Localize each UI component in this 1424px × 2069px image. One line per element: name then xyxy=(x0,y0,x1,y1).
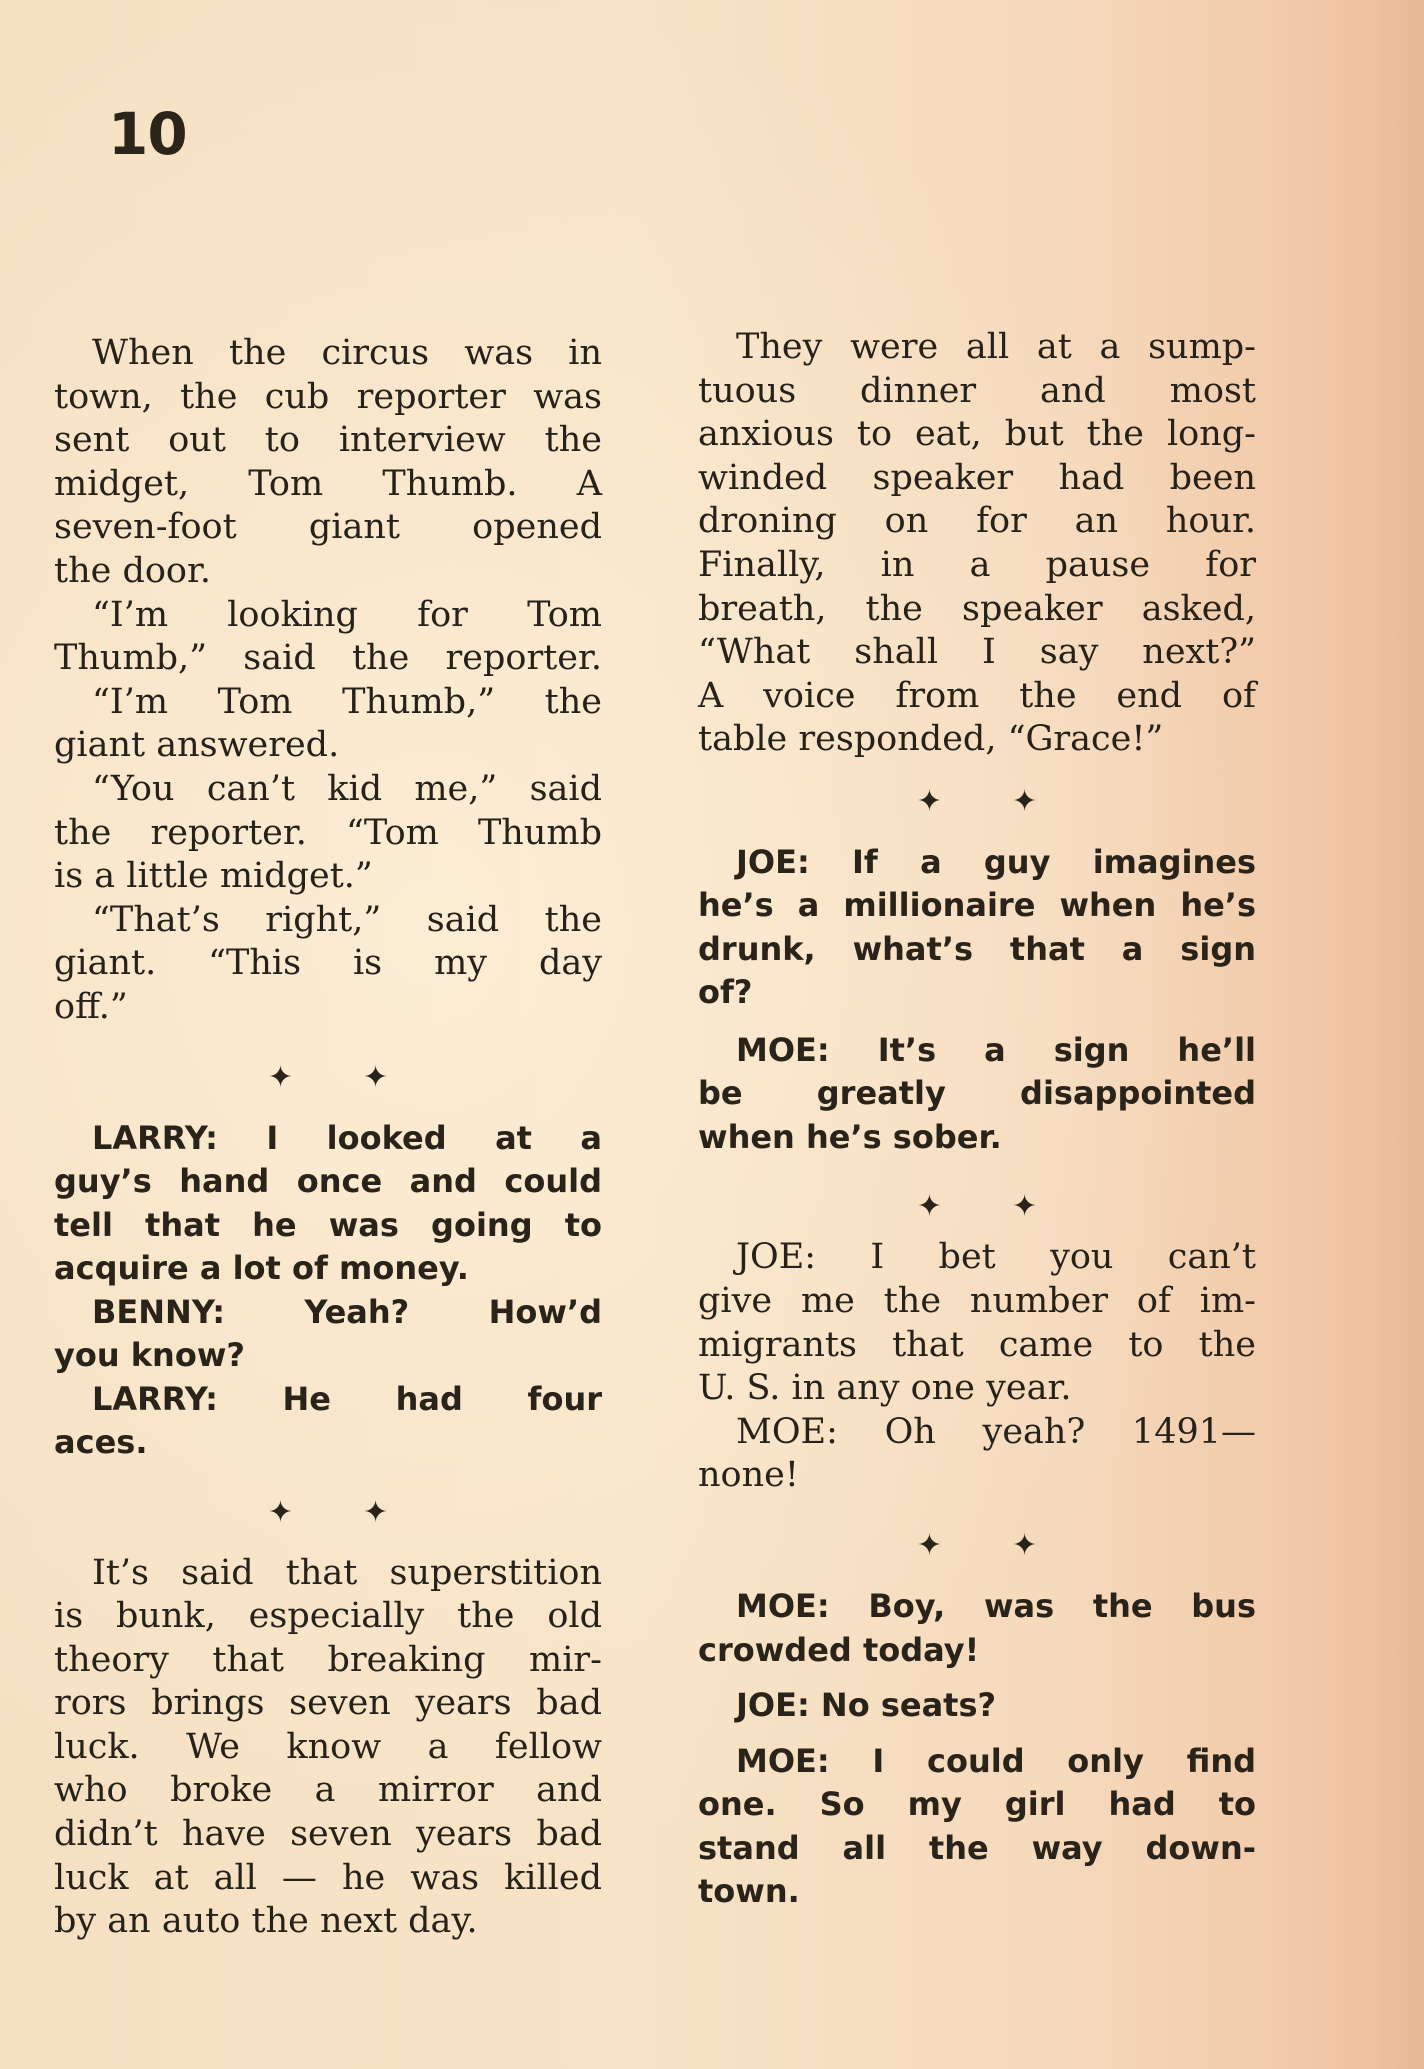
separator xyxy=(54,1491,602,1534)
joke-superstition xyxy=(54,1552,602,1944)
separator xyxy=(54,1056,602,1099)
text-line: winded speaker had been xyxy=(698,457,1256,498)
joke-millionaire xyxy=(698,841,1256,1160)
star-ornament-icon: ✦ xyxy=(363,1494,389,1530)
text-line: when he’s sober. xyxy=(698,1117,1002,1156)
spacer xyxy=(698,1015,1256,1029)
text-line: seven-foot giant opened xyxy=(54,507,602,548)
text-line: town, the cub reporter was xyxy=(54,376,602,417)
text-line: he’s a millionaire when he’s xyxy=(698,886,1256,925)
text-line: MOE: Oh yeah? 1491— xyxy=(736,1411,1256,1452)
text-line: the reporter. “Tom Thumb xyxy=(54,812,602,853)
text-line: LARRY: I looked at a xyxy=(92,1118,602,1157)
left-column xyxy=(54,332,602,1944)
spacer xyxy=(54,1465,602,1491)
text-line: Thumb,” said the reporter. xyxy=(54,638,602,679)
right-column xyxy=(698,326,1256,1914)
separator xyxy=(698,1185,1256,1228)
text-line: who broke a mirror and xyxy=(54,1770,602,1811)
text-line: one. So my girl had to xyxy=(698,1785,1256,1823)
text-line: tell that he was going to xyxy=(54,1205,602,1244)
text-line: breath, the speaker asked, xyxy=(698,588,1256,629)
text-line: you know? xyxy=(54,1336,245,1374)
spacer xyxy=(54,1534,602,1552)
text-line: give me the number of im- xyxy=(698,1281,1256,1322)
text-line: tuous dinner and most xyxy=(698,370,1256,411)
spacer xyxy=(698,1672,1256,1684)
spacer xyxy=(698,823,1256,841)
text-line: crowded today! xyxy=(698,1630,980,1669)
text-line: “You can’t kid me,” said xyxy=(92,768,602,809)
text-line: When the circus was in xyxy=(92,333,602,373)
text-line: JOE: No seats? xyxy=(736,1686,997,1724)
joke-immigrants xyxy=(698,1236,1256,1498)
spacer xyxy=(698,1567,1256,1585)
text-line: BENNY: Yeah? How’d xyxy=(92,1292,602,1331)
spacer xyxy=(698,1498,1256,1524)
text-line: droning on for an hour. xyxy=(698,501,1256,542)
text-line: giant. “This is my day xyxy=(54,943,602,984)
text-line: theory that breaking mir- xyxy=(54,1639,602,1680)
text-line: “I’m looking for Tom xyxy=(92,594,602,635)
star-ornament-icon: ✦ xyxy=(1012,783,1038,819)
text-line: “What shall I say next?” xyxy=(698,632,1256,673)
text-line: is bunk, especially the old xyxy=(54,1596,602,1637)
text-line: It’s said that superstition xyxy=(92,1552,602,1593)
text-line: by an auto the next day. xyxy=(54,1901,478,1942)
text-line: JOE: I bet you can’t xyxy=(736,1237,1256,1278)
text-line: Finally, in a pause for xyxy=(698,544,1256,585)
joke-circus xyxy=(54,332,602,1030)
text-line: MOE: It’s a sign he’ll xyxy=(736,1030,1256,1069)
text-line: anxious to eat, but the long- xyxy=(698,414,1256,455)
spacer xyxy=(698,1728,1256,1740)
text-line: luck at all — he was killed xyxy=(54,1857,602,1898)
joke-dinner xyxy=(698,326,1256,762)
text-line: the door. xyxy=(54,550,212,591)
text-line: midget, Tom Thumb. A xyxy=(54,463,602,504)
separator xyxy=(698,1524,1256,1567)
text-line: none! xyxy=(698,1455,799,1496)
text-line: “I’m Tom Thumb,” the xyxy=(92,681,602,722)
text-line: “That’s right,” said the xyxy=(92,899,602,940)
star-ornament-icon: ✦ xyxy=(1012,1528,1038,1563)
text-line: migrants that came to the xyxy=(698,1324,1256,1365)
text-line: aces. xyxy=(54,1423,148,1461)
star-ornament-icon: ✦ xyxy=(267,1494,293,1530)
text-line: A voice from the end of xyxy=(698,675,1256,716)
page-number: 10 xyxy=(108,100,187,168)
spacer xyxy=(54,1030,602,1056)
text-line: U. S. in any one year. xyxy=(698,1368,1072,1409)
separator xyxy=(698,780,1256,823)
text-line: luck. We know a fellow xyxy=(54,1726,602,1767)
text-line: JOE: If a guy imagines xyxy=(736,842,1256,881)
joke-larry-benny xyxy=(54,1117,602,1465)
text-line: drunk, what’s that a sign xyxy=(698,929,1256,968)
star-ornament-icon: ✦ xyxy=(916,783,942,819)
star-ornament-icon: ✦ xyxy=(916,1528,942,1563)
text-line: is a little midget.” xyxy=(54,856,373,897)
text-line: off.” xyxy=(54,986,128,1027)
text-line: MOE: Boy, was the bus xyxy=(736,1587,1256,1625)
text-line: of? xyxy=(698,973,753,1012)
spacer xyxy=(698,1159,1256,1185)
text-line: rors brings seven years bad xyxy=(54,1683,602,1724)
text-line: town. xyxy=(698,1872,800,1910)
star-ornament-icon: ✦ xyxy=(1012,1189,1038,1225)
star-ornament-icon: ✦ xyxy=(363,1059,389,1095)
text-line: MOE: I could only find xyxy=(736,1741,1256,1780)
star-ornament-icon: ✦ xyxy=(916,1189,942,1225)
star-ornament-icon: ✦ xyxy=(267,1059,293,1095)
spacer xyxy=(698,1228,1256,1236)
text-line: They were all at a sump- xyxy=(736,327,1256,367)
spacer xyxy=(698,762,1256,780)
text-line: didn’t have seven years bad xyxy=(54,1814,602,1855)
text-line: stand all the way down- xyxy=(698,1828,1256,1867)
text-line: guy’s hand once and could xyxy=(54,1162,602,1200)
spacer xyxy=(54,1099,602,1117)
text-line: sent out to interview the xyxy=(54,420,602,461)
joke-bus xyxy=(698,1585,1256,1914)
text-line: acquire a lot of money. xyxy=(54,1249,469,1287)
text-line: table responded, “Grace!” xyxy=(698,719,1164,760)
text-line: giant answered. xyxy=(54,725,340,766)
text-line: be greatly disappointed xyxy=(698,1074,1256,1113)
text-line: LARRY: He had four xyxy=(92,1379,602,1418)
